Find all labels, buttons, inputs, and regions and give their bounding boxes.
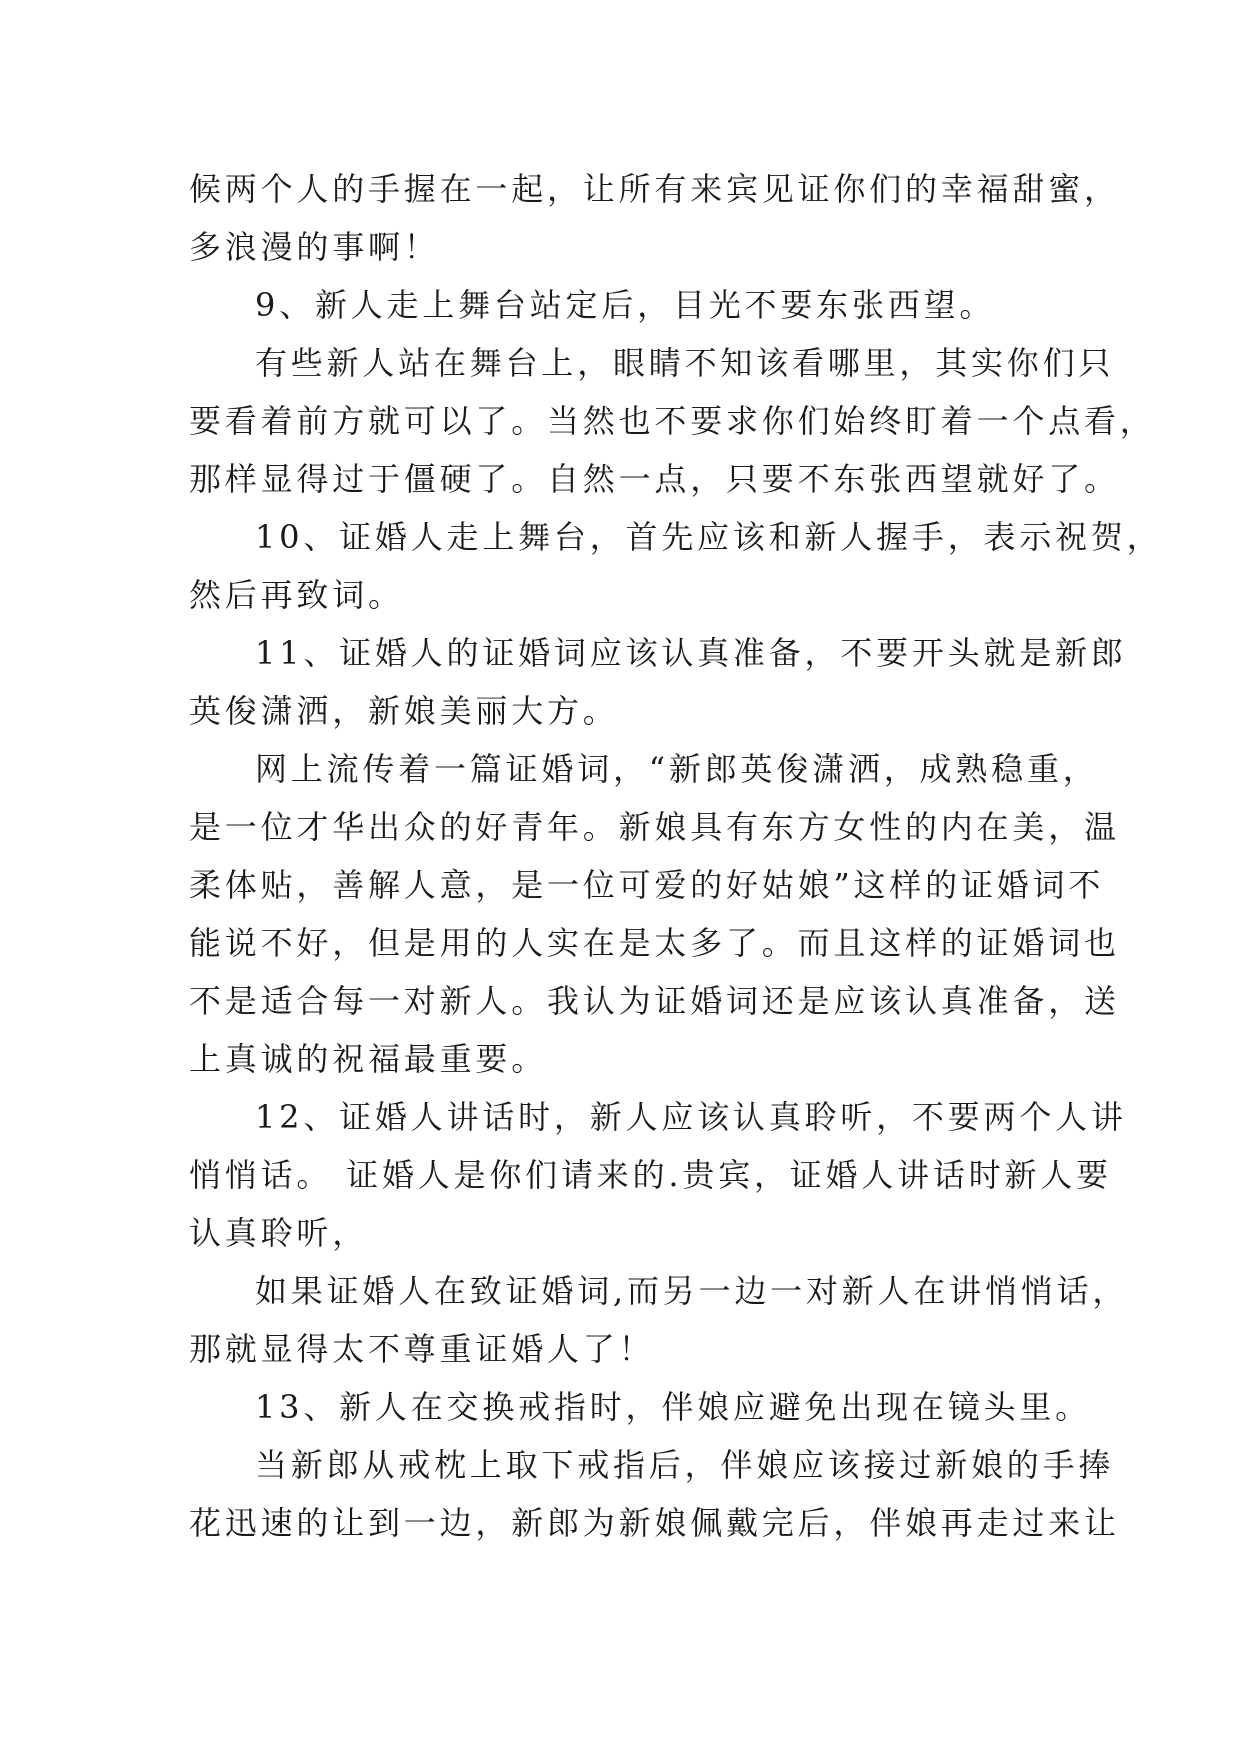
text-line: 是一位才华出众的好青年。新娘具有东方女性的内在美，温: [189, 808, 1120, 846]
text-line: 网上流传着一篇证婚词，“新郎英俊潇洒，成熟稳重，: [255, 750, 1099, 788]
document-body: [189, 160, 1163, 1552]
text-line: 能说不好，但是用的人实在是太多了。而且这样的证婚词也: [189, 924, 1120, 962]
heading-9: [189, 276, 1059, 334]
text-line: 11、证婚人的证婚词应该认真准备，不要开头就是新郎: [255, 634, 1127, 672]
text-line: 如果证婚人在致证婚词,而另一边一对新人在讲悄悄话，: [255, 1272, 1129, 1310]
text-line: 多浪漫的事啊！: [189, 228, 440, 266]
para-12-body: [189, 1262, 1129, 1378]
text-line: 13、新人在交换戒指时，伴娘应避免出现在镜头里。: [255, 1388, 1091, 1426]
text-line: 然后再致词。: [189, 576, 404, 614]
text-line: 当新郎从戒枕上取下戒指后，伴娘应该接过新娘的手捧: [255, 1446, 1115, 1484]
text-line: 那就显得太不尊重证婚人了！: [189, 1330, 655, 1368]
para-9-body: [189, 334, 1156, 508]
text-line: 那样显得过于僵硬了。自然一点，只要不东张西望就好了。: [189, 460, 1120, 498]
text-line: 10、证婚人走上舞台，首先应该和新人握手，表示祝贺，: [255, 518, 1163, 556]
text-line: 认真聆听，: [189, 1214, 369, 1252]
text-line: 英俊潇洒，新娘美丽大方。: [189, 692, 619, 730]
para-13-body: [189, 1436, 1120, 1552]
text-line: 上真诚的祝福最重要。: [189, 1040, 548, 1078]
para-11-body: [189, 740, 1120, 1088]
text-line: 花迅速的让到一边，新郎为新娘佩戴完后，伴娘再走过来让: [189, 1504, 1120, 1542]
text-line: 要看着前方就可以了。当然也不要求你们始终盯着一个点看，: [189, 402, 1156, 440]
heading-10: [189, 508, 1163, 624]
text-line: 悄悄话。 证婚人是你们请来的.贵宾，证婚人讲话时新人要: [189, 1156, 1112, 1194]
text-line: 候两个人的手握在一起，让所有来宾见证你们的幸福甜蜜，: [189, 170, 1120, 208]
text-line: 有些新人站在舞台上，眼睛不知该看哪里，其实你们只: [255, 344, 1115, 382]
text-line: 9、新人走上舞台站定后，目光不要东张西望。: [255, 286, 996, 324]
text-line: 不是适合每一对新人。我认为证婚词还是应该认真准备，送: [189, 982, 1120, 1020]
text-line: 12、证婚人讲话时，新人应该认真聆听，不要两个人讲: [255, 1098, 1127, 1136]
heading-11: [189, 624, 1127, 740]
heading-12: [189, 1088, 1127, 1262]
text-line: 柔体贴，善解人意，是一位可爱的好姑娘”这样的证婚词不: [189, 866, 1105, 904]
heading-13: [189, 1378, 1091, 1436]
para-continuation-hands: [189, 160, 1120, 276]
